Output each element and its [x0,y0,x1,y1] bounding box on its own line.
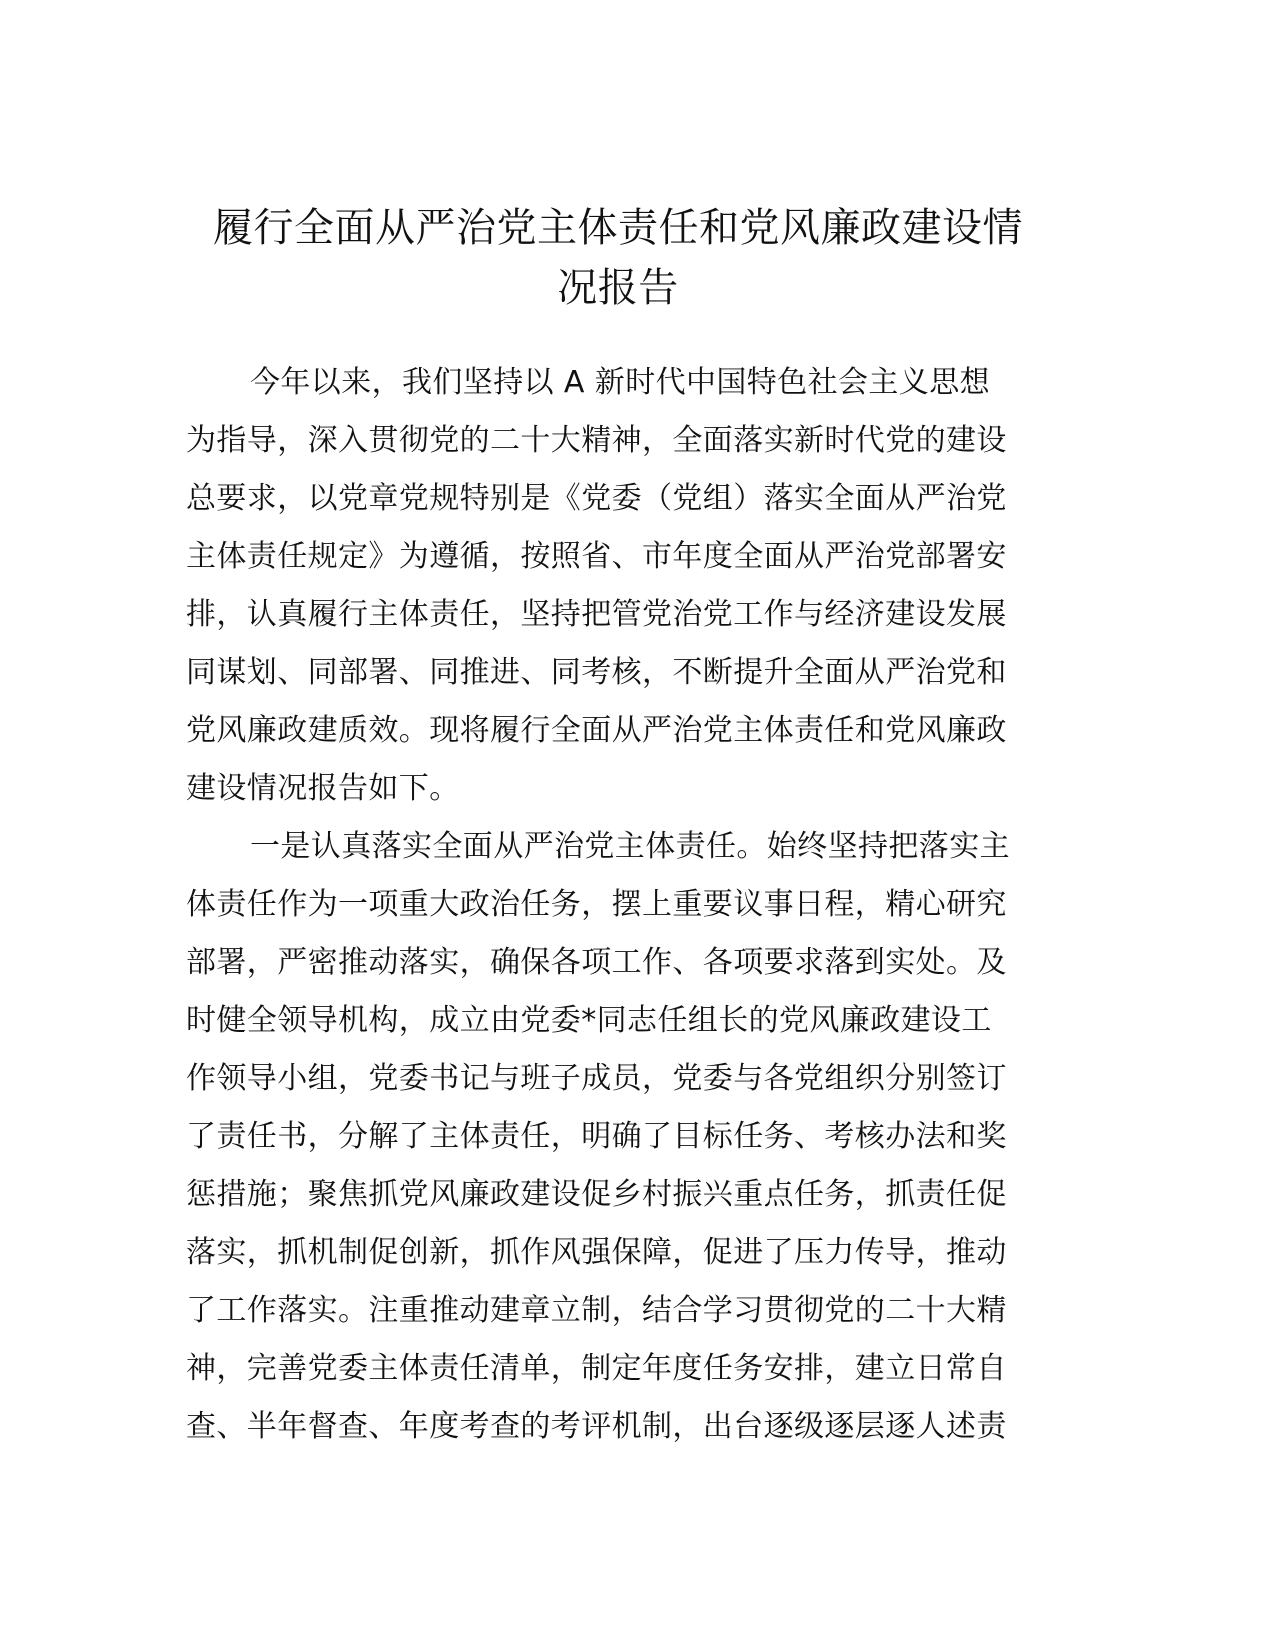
text-line: 神，完善党委主体责任清单，制定年度任务安排，建立日常自 [186,1351,1007,1386]
text-line: 时健全领导机构，成立由党委*同志任组长的党风廉政建设工 [186,1003,992,1038]
text-line: 了责任书，分解了主体责任，明确了目标任务、考核办法和奖 [186,1119,1007,1154]
text-line: 惩措施；聚焦抓党风廉政建设促乡村振兴重点任务，抓责任促 [186,1177,1007,1212]
text-line: 总要求，以党章党规特别是《党委（党组）落实全面从严治党 [186,481,1007,516]
text-line: 今年以来，我们坚持以 A 新时代中国特色社会主义思想 [250,365,990,400]
document-title [160,198,1076,318]
paragraph-first-point [186,818,1086,1456]
title-line: 履行全面从严治党主体责任和党风廉政建设情 [213,205,1023,251]
text-line: 建设情况报告如下。 [186,771,460,806]
text-line: 查、半年督查、年度考查的考评机制，出台逐级逐层逐人述责 [186,1409,1007,1444]
text-line: 排，认真履行主体责任，坚持把管党治党工作与经济建设发展 [186,597,1007,632]
text-line: 作领导小组，党委书记与班子成员，党委与各党组织分别签订 [186,1061,1007,1096]
document-body [186,354,1086,1456]
text-line: 落实，抓机制促创新，抓作风强保障，促进了压力传导，推动 [186,1235,1007,1270]
text-line: 党风廉政建质效。现将履行全面从严治党主体责任和党风廉政 [186,713,1007,748]
text-line: 了工作落实。注重推动建章立制，结合学习贯彻党的二十大精 [186,1293,1007,1328]
text-line: 体责任作为一项重大政治任务，摆上重要议事日程，精心研究 [186,887,1007,922]
text-line: 为指导，深入贯彻党的二十大精神，全面落实新时代党的建设 [186,423,1007,458]
text-line: 一是认真落实全面从严治党主体责任。始终坚持把落实主 [250,829,1010,864]
title-line: 况报告 [557,265,679,311]
text-line: 同谋划、同部署、同推进、同考核，不断提升全面从严治党和 [186,655,1007,690]
text-line: 主体责任规定》为遵循，按照省、市年度全面从严治党部署安 [186,539,1007,574]
paragraph-intro [186,354,1086,818]
text-line: 部署，严密推动落实，确保各项工作、各项要求落到实处。及 [186,945,1007,980]
